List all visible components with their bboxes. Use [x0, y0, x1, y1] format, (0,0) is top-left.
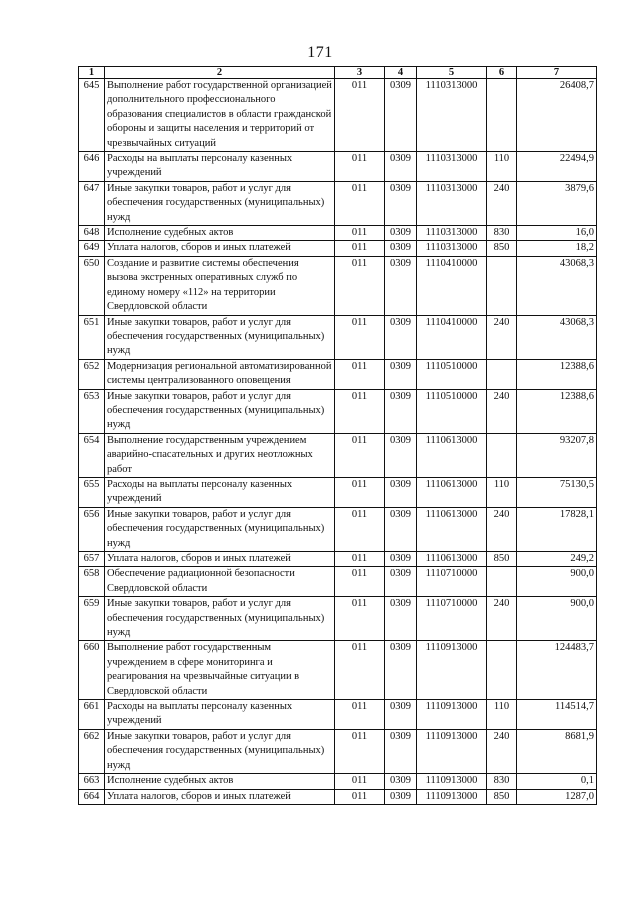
amount-value: 93207,8: [517, 433, 597, 477]
row-number: 652: [79, 359, 105, 389]
amount-value: 43068,3: [517, 256, 597, 315]
target-article-code: 1110710000: [417, 567, 487, 597]
expense-type-code: 240: [487, 389, 517, 433]
target-article-code: 1110613000: [417, 433, 487, 477]
table-row: [79, 256, 597, 315]
row-number: 660: [79, 641, 105, 700]
ministry-code: 011: [335, 152, 385, 182]
row-number: 662: [79, 729, 105, 773]
amount-value: 22494,9: [517, 152, 597, 182]
table-row: [79, 477, 597, 507]
row-description: Исполнение судебных актов: [105, 226, 335, 241]
ministry-code: 011: [335, 567, 385, 597]
amount-value: 1287,0: [517, 789, 597, 804]
amount-value: 16,0: [517, 226, 597, 241]
table-row: [79, 774, 597, 789]
ministry-code: 011: [335, 477, 385, 507]
table-row: [79, 79, 597, 152]
target-article-code: 1110613000: [417, 507, 487, 551]
row-description: Модернизация региональной автоматизированной системы централизованного оповещения: [105, 359, 335, 389]
expense-type-code: [487, 433, 517, 477]
row-description: Иные закупки товаров, работ и услуг для обеспечения государственных (муниципальных) нужд: [105, 729, 335, 773]
row-description: Расходы на выплаты персоналу казенных учреждений: [105, 152, 335, 182]
column-header: 5: [417, 67, 487, 79]
amount-value: 75130,5: [517, 477, 597, 507]
section-code: 0309: [385, 226, 417, 241]
table-row: [79, 315, 597, 359]
table-row: [79, 389, 597, 433]
row-number: 651: [79, 315, 105, 359]
section-code: 0309: [385, 597, 417, 641]
ministry-code: 011: [335, 552, 385, 567]
section-code: 0309: [385, 567, 417, 597]
header-row: [79, 67, 597, 79]
ministry-code: 011: [335, 789, 385, 804]
ministry-code: 011: [335, 507, 385, 551]
row-number: 645: [79, 79, 105, 152]
table-row: [79, 700, 597, 730]
table-row: [79, 433, 597, 477]
ministry-code: 011: [335, 389, 385, 433]
target-article-code: 1110913000: [417, 641, 487, 700]
target-article-code: 1110613000: [417, 552, 487, 567]
amount-value: 3879,6: [517, 181, 597, 225]
row-description: Уплата налогов, сборов и иных платежей: [105, 789, 335, 804]
ministry-code: 011: [335, 241, 385, 256]
table-body: [79, 79, 597, 805]
amount-value: 12388,6: [517, 389, 597, 433]
expense-type-code: 240: [487, 315, 517, 359]
expense-type-code: 830: [487, 774, 517, 789]
row-description: Иные закупки товаров, работ и услуг для обеспечения государственных (муниципальных) нужд: [105, 389, 335, 433]
expense-type-code: 110: [487, 152, 517, 182]
row-number: 653: [79, 389, 105, 433]
table-row: [79, 597, 597, 641]
table-row: [79, 226, 597, 241]
ministry-code: 011: [335, 597, 385, 641]
column-header: 1: [79, 67, 105, 79]
row-description: Уплата налогов, сборов и иных платежей: [105, 241, 335, 256]
table-row: [79, 729, 597, 773]
ministry-code: 011: [335, 226, 385, 241]
section-code: 0309: [385, 729, 417, 773]
amount-value: 249,2: [517, 552, 597, 567]
ministry-code: 011: [335, 79, 385, 152]
expense-type-code: 240: [487, 597, 517, 641]
ministry-code: 011: [335, 256, 385, 315]
target-article-code: 1110510000: [417, 389, 487, 433]
row-description: Иные закупки товаров, работ и услуг для обеспечения государственных (муниципальных) нужд: [105, 507, 335, 551]
row-number: 657: [79, 552, 105, 567]
row-description: Обеспечение радиационной безопасности Свердловской области: [105, 567, 335, 597]
row-description: Выполнение государственным учреждением аварийно-спасательных и других неотложных работ: [105, 433, 335, 477]
row-number: 649: [79, 241, 105, 256]
target-article-code: 1110913000: [417, 789, 487, 804]
expense-type-code: [487, 256, 517, 315]
section-code: 0309: [385, 552, 417, 567]
section-code: 0309: [385, 181, 417, 225]
table-row: [79, 567, 597, 597]
row-number: 654: [79, 433, 105, 477]
amount-value: 8681,9: [517, 729, 597, 773]
expense-type-code: [487, 359, 517, 389]
amount-value: 18,2: [517, 241, 597, 256]
ministry-code: 011: [335, 641, 385, 700]
row-number: 647: [79, 181, 105, 225]
row-description: Уплата налогов, сборов и иных платежей: [105, 552, 335, 567]
row-description: Создание и развитие системы обеспечения вызова экстренных оперативных служб по единому номеру «112» на территории Свердловской области: [105, 256, 335, 315]
table-row: [79, 641, 597, 700]
row-number: 656: [79, 507, 105, 551]
section-code: 0309: [385, 477, 417, 507]
target-article-code: 1110313000: [417, 226, 487, 241]
amount-value: 43068,3: [517, 315, 597, 359]
amount-value: 124483,7: [517, 641, 597, 700]
row-description: Расходы на выплаты персоналу казенных учреждений: [105, 477, 335, 507]
table-row: [79, 152, 597, 182]
expense-type-code: 240: [487, 729, 517, 773]
ministry-code: 011: [335, 729, 385, 773]
ministry-code: 011: [335, 315, 385, 359]
amount-value: 26408,7: [517, 79, 597, 152]
expense-type-code: 240: [487, 181, 517, 225]
amount-value: 900,0: [517, 567, 597, 597]
ministry-code: 011: [335, 359, 385, 389]
column-header: 2: [105, 67, 335, 79]
expense-type-code: 110: [487, 477, 517, 507]
expense-type-code: [487, 567, 517, 597]
ministry-code: 011: [335, 433, 385, 477]
section-code: 0309: [385, 433, 417, 477]
target-article-code: 1110410000: [417, 256, 487, 315]
expense-type-code: [487, 641, 517, 700]
row-description: Выполнение работ государственной организацией дополнительного профессионального образования специалистов в области гражданской обороны и защиты населения и территорий от чрезвычайных ситуаций: [105, 79, 335, 152]
section-code: 0309: [385, 256, 417, 315]
expense-type-code: 850: [487, 241, 517, 256]
section-code: 0309: [385, 389, 417, 433]
page-number: 171: [307, 44, 333, 61]
row-description: Иные закупки товаров, работ и услуг для обеспечения государственных (муниципальных) нужд: [105, 597, 335, 641]
expense-type-code: 850: [487, 789, 517, 804]
target-article-code: 1110510000: [417, 359, 487, 389]
table-row: [79, 507, 597, 551]
section-code: 0309: [385, 700, 417, 730]
target-article-code: 1110313000: [417, 152, 487, 182]
target-article-code: 1110913000: [417, 774, 487, 789]
row-number: 659: [79, 597, 105, 641]
ministry-code: 011: [335, 700, 385, 730]
table-row: [79, 789, 597, 804]
section-code: 0309: [385, 315, 417, 359]
section-code: 0309: [385, 641, 417, 700]
row-number: 661: [79, 700, 105, 730]
section-code: 0309: [385, 79, 417, 152]
column-header: 3: [335, 67, 385, 79]
section-code: 0309: [385, 774, 417, 789]
budget-table: [78, 66, 597, 805]
row-number: 658: [79, 567, 105, 597]
section-code: 0309: [385, 359, 417, 389]
row-number: 664: [79, 789, 105, 804]
column-header: 4: [385, 67, 417, 79]
row-number: 655: [79, 477, 105, 507]
target-article-code: 1110313000: [417, 241, 487, 256]
row-number: 646: [79, 152, 105, 182]
section-code: 0309: [385, 241, 417, 256]
target-article-code: 1110613000: [417, 477, 487, 507]
amount-value: 17828,1: [517, 507, 597, 551]
expense-type-code: 830: [487, 226, 517, 241]
table-row: [79, 359, 597, 389]
target-article-code: 1110913000: [417, 729, 487, 773]
table-row: [79, 181, 597, 225]
expense-type-code: 850: [487, 552, 517, 567]
amount-value: 0,1: [517, 774, 597, 789]
row-description: Выполнение работ государственным учреждением в сфере мониторинга и реагирования на чрезвычайные ситуации в Свердловской области: [105, 641, 335, 700]
target-article-code: 1110913000: [417, 700, 487, 730]
row-number: 663: [79, 774, 105, 789]
amount-value: 114514,7: [517, 700, 597, 730]
ministry-code: 011: [335, 774, 385, 789]
column-header: 7: [517, 67, 597, 79]
ministry-code: 011: [335, 181, 385, 225]
section-code: 0309: [385, 152, 417, 182]
target-article-code: 1110410000: [417, 315, 487, 359]
row-number: 648: [79, 226, 105, 241]
column-header: 6: [487, 67, 517, 79]
amount-value: 900,0: [517, 597, 597, 641]
row-description: Исполнение судебных актов: [105, 774, 335, 789]
expense-type-code: [487, 79, 517, 152]
row-description: Иные закупки товаров, работ и услуг для обеспечения государственных (муниципальных) нужд: [105, 315, 335, 359]
target-article-code: 1110313000: [417, 181, 487, 225]
table-row: [79, 552, 597, 567]
target-article-code: 1110313000: [417, 79, 487, 152]
target-article-code: 1110710000: [417, 597, 487, 641]
row-description: Расходы на выплаты персоналу казенных учреждений: [105, 700, 335, 730]
section-code: 0309: [385, 507, 417, 551]
row-number: 650: [79, 256, 105, 315]
table-row: [79, 241, 597, 256]
expense-type-code: 110: [487, 700, 517, 730]
row-description: Иные закупки товаров, работ и услуг для обеспечения государственных (муниципальных) нужд: [105, 181, 335, 225]
amount-value: 12388,6: [517, 359, 597, 389]
section-code: 0309: [385, 789, 417, 804]
expense-type-code: 240: [487, 507, 517, 551]
